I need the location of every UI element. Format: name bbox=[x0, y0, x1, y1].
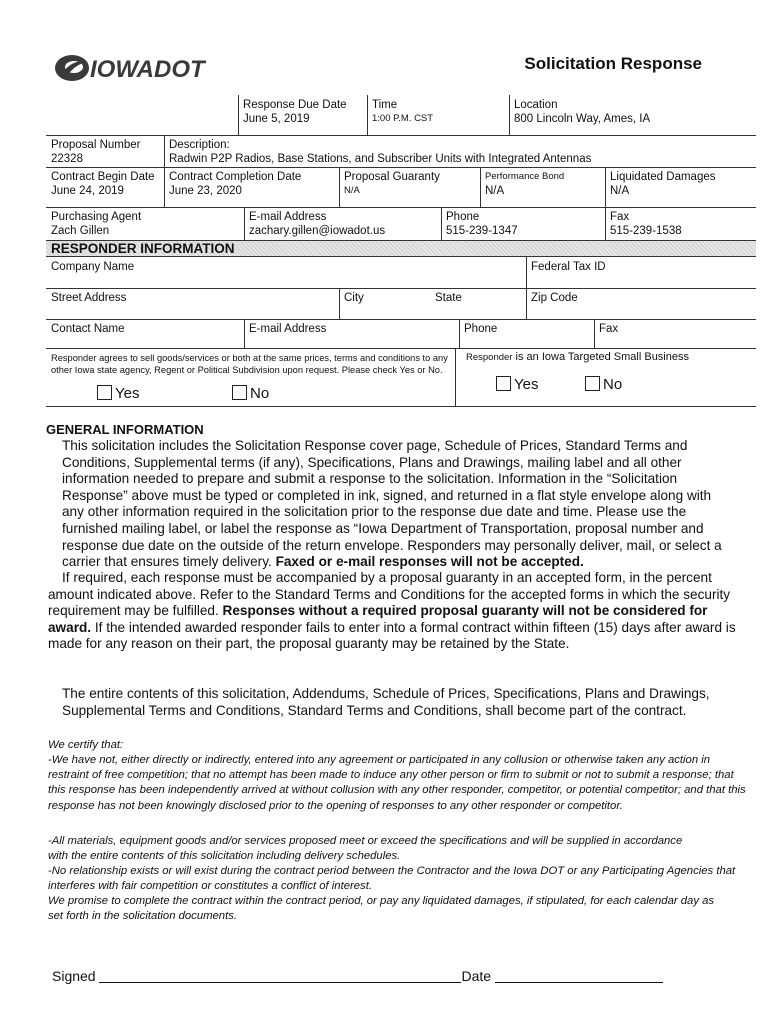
signature-row bbox=[52, 968, 663, 984]
description-label: Description: bbox=[169, 139, 230, 151]
agent-email-value: zachary.gillen@iowadot.us bbox=[249, 225, 386, 237]
general-p1-text: This solicitation includes the Solicitation Response cover page, Schedule of Prices, Standard Terms and Conditions, Supplemental terms (if any), Specifications, Plans and Drawings, mailing label and all other information needed to prepare and submit a response to the solicitation. Information in the “Solicitation Response” above must be typed or completed in ink, signed, and returned in a flat style envelope along with any other information required in the solicitation prior to the response due date and time. Please use the furnished mailing label, or label the response as “Iowa Department of Transportation, proposal number and response due date on the outside of the return envelope. Responders may personally deliver, mail, or select a carrier that ensures timely delivery. bbox=[62, 438, 722, 570]
performance-bond-label: Performance Bond bbox=[485, 171, 565, 182]
agreement-no-checkbox[interactable] bbox=[232, 385, 247, 400]
tsb-prefix: Responder bbox=[466, 352, 513, 363]
agreement-text: Responder agrees to sell goods/services or both at the same prices, terms and conditions to any other Iowa state agency, Regent or Political Subdivision upon request. Please check Yes or No. bbox=[51, 353, 448, 375]
due-date-value: June 5, 2019 bbox=[243, 113, 310, 125]
agent-phone-cell bbox=[441, 208, 605, 238]
agent-fax-label: Fax bbox=[610, 211, 630, 223]
date-line[interactable] bbox=[495, 969, 663, 983]
proposal-cell bbox=[46, 136, 164, 166]
performance-bond-cell bbox=[480, 168, 605, 198]
contract-completion-value: June 23, 2020 bbox=[169, 185, 242, 197]
description-value: Radwin P2P Radios, Base Stations, and Subscriber Units with Integrated Antennas bbox=[169, 153, 592, 165]
responder-fax-label: Fax bbox=[599, 323, 619, 335]
general-paragraph-2 bbox=[48, 570, 738, 653]
signed-line[interactable] bbox=[99, 969, 461, 983]
city-field[interactable] bbox=[339, 289, 429, 305]
responder-email-field[interactable] bbox=[244, 320, 459, 336]
agent-phone-label: Phone bbox=[446, 211, 480, 223]
agreement-no-label: No bbox=[250, 385, 270, 402]
contract-completion-cell bbox=[164, 168, 339, 198]
contract-begin-cell bbox=[46, 168, 164, 198]
description-cell bbox=[164, 136, 756, 166]
contract-completion-label: Contract Completion Date bbox=[169, 171, 302, 183]
company-name-label: Company Name bbox=[51, 261, 135, 273]
state-label: State bbox=[435, 292, 462, 304]
date-label: Date bbox=[461, 968, 492, 984]
purchasing-agent-value: Zach Gillen bbox=[51, 225, 110, 237]
zip-code-label: Zip Code bbox=[531, 292, 578, 304]
agent-fax-cell bbox=[605, 208, 756, 238]
responder-fax-field[interactable] bbox=[594, 320, 756, 336]
proposal-value: 22328 bbox=[51, 153, 83, 165]
state-field[interactable] bbox=[430, 289, 526, 305]
tsb-yes-checkbox[interactable] bbox=[496, 376, 511, 391]
responder-phone-label: Phone bbox=[464, 323, 498, 335]
performance-bond-value: N/A bbox=[485, 185, 505, 197]
tsb-no-label: No bbox=[603, 376, 623, 393]
agent-fax-value: 515-239-1538 bbox=[610, 225, 682, 237]
proposal-guaranty-value: N/A bbox=[344, 185, 360, 196]
street-address-field[interactable] bbox=[46, 289, 339, 305]
agreement-yes-checkbox[interactable] bbox=[97, 385, 112, 400]
due-date-label: Response Due Date bbox=[243, 99, 347, 111]
due-date-cell bbox=[238, 96, 367, 126]
tsb-no-option[interactable] bbox=[585, 376, 622, 394]
company-name-field[interactable] bbox=[46, 258, 526, 274]
location-cell bbox=[509, 96, 756, 126]
certify-clause-2: -All materials, equipment goods and/or services proposed meet or exceed the specifications and will be supplied in accordance with the entire contents of this solicitation including delivery schedules. bbox=[48, 835, 683, 863]
general-p2-bold: Responses without a required proposal guaranty will not be considered for award. bbox=[48, 603, 708, 635]
proposal-guaranty-label: Proposal Guaranty bbox=[344, 171, 440, 183]
general-p2-text: If required, each response must be accompanied by a proposal guaranty in an accepted form, in the percent amount indicated above. Refer to the Standard Terms and Conditions for the accepted forms in which the security requirement may be fulfilled. bbox=[48, 570, 731, 619]
federal-tax-id-label: Federal Tax ID bbox=[531, 261, 606, 273]
tsb-text: is an Iowa Targeted Small Business bbox=[515, 351, 689, 363]
contract-begin-value: June 24, 2019 bbox=[51, 185, 124, 197]
contract-begin-label: Contract Begin Date bbox=[51, 171, 155, 183]
logo-text: IOWADOT bbox=[90, 56, 205, 83]
signed-label: Signed bbox=[52, 968, 96, 984]
general-paragraph-1 bbox=[62, 438, 732, 571]
contact-name-field[interactable] bbox=[46, 320, 244, 336]
general-paragraph-3: The entire contents of this solicitation, Addendums, Schedule of Prices, Specifications, Plans and Drawings, Supplemental Terms and Conditions, Standard Terms and Conditions, shall become part of the contract. bbox=[62, 686, 710, 718]
agent-phone-value: 515-239-1347 bbox=[446, 225, 518, 237]
agent-email-cell bbox=[244, 208, 441, 238]
zip-code-field[interactable] bbox=[526, 289, 756, 305]
tsb-no-checkbox[interactable] bbox=[585, 376, 600, 391]
certify-clause-3: -No relationship exists or will exist during the contract period between the Contractor and the Iowa DOT or any Participating Agencies that interferes with fair competition or constitutes a conflict of interest. bbox=[48, 865, 736, 893]
targeted-small-business-question bbox=[466, 351, 689, 363]
general-information-heading: GENERAL INFORMATION bbox=[46, 422, 204, 437]
tsb-yes-option[interactable] bbox=[496, 376, 538, 394]
street-address-label: Street Address bbox=[51, 292, 127, 304]
federal-tax-id-field[interactable] bbox=[526, 258, 756, 274]
agent-email-label: E-mail Address bbox=[249, 211, 327, 223]
certify-intro: We certify that: bbox=[48, 739, 124, 751]
time-label: Time bbox=[372, 99, 398, 111]
certify-clause-1: -We have not, either directly or indirectly, entered into any agreement or participated in any collusion or otherwise taken any action in restraint of free competition; that no attempt has been made to induce any other person or firm to submit or not to submit a response; that this response has been independently arrived at without collusion with any other responder, competitor, or potential competitor; and that this response has not been knowingly disclosed prior to the opening of responses to any other responder or competitor. bbox=[48, 754, 746, 812]
proposal-guaranty-cell bbox=[339, 168, 480, 198]
agreement-no-option[interactable] bbox=[232, 385, 269, 403]
certify-clause-4: We promise to complete the contract within the contract period, or pay any liquidated damages, if stipulated, for each calendar day as set forth in the solicitation documents. bbox=[48, 895, 715, 923]
liquidated-damages-cell bbox=[605, 168, 756, 198]
liquidated-damages-label: Liquidated Damages bbox=[610, 171, 716, 183]
city-label: City bbox=[344, 292, 364, 304]
general-p1-bold: Faxed or e-mail responses will not be accepted. bbox=[275, 554, 584, 570]
time-value: 1:00 P.M. CST bbox=[372, 113, 434, 124]
location-label: Location bbox=[514, 99, 558, 111]
agreement-yes-option[interactable] bbox=[97, 385, 139, 403]
general-p2-text-b: If the intended awarded responder fails to enter into a formal contract within fifteen (15) days after award is made for any reason on their part, the proposal guaranty may be retained by the State. bbox=[48, 619, 736, 652]
responder-info-heading-bar bbox=[46, 240, 756, 257]
iowa-dot-logo bbox=[52, 50, 212, 86]
purchasing-agent-label: Purchasing Agent bbox=[51, 211, 142, 223]
responder-email-label: E-mail Address bbox=[249, 323, 327, 335]
liquidated-damages-value: N/A bbox=[610, 185, 630, 197]
location-value: 800 Lincoln Way, Ames, IA bbox=[514, 113, 651, 125]
purchasing-agent-cell bbox=[46, 208, 244, 238]
time-cell bbox=[367, 96, 509, 126]
page-title: Solicitation Response bbox=[524, 54, 702, 73]
agreement-yes-label: Yes bbox=[115, 385, 140, 402]
responder-phone-field[interactable] bbox=[459, 320, 594, 336]
responder-info-heading: RESPONDER INFORMATION bbox=[51, 241, 235, 256]
tsb-yes-label: Yes bbox=[514, 376, 539, 393]
proposal-label: Proposal Number bbox=[51, 139, 141, 151]
contact-name-label: Contact Name bbox=[51, 323, 125, 335]
